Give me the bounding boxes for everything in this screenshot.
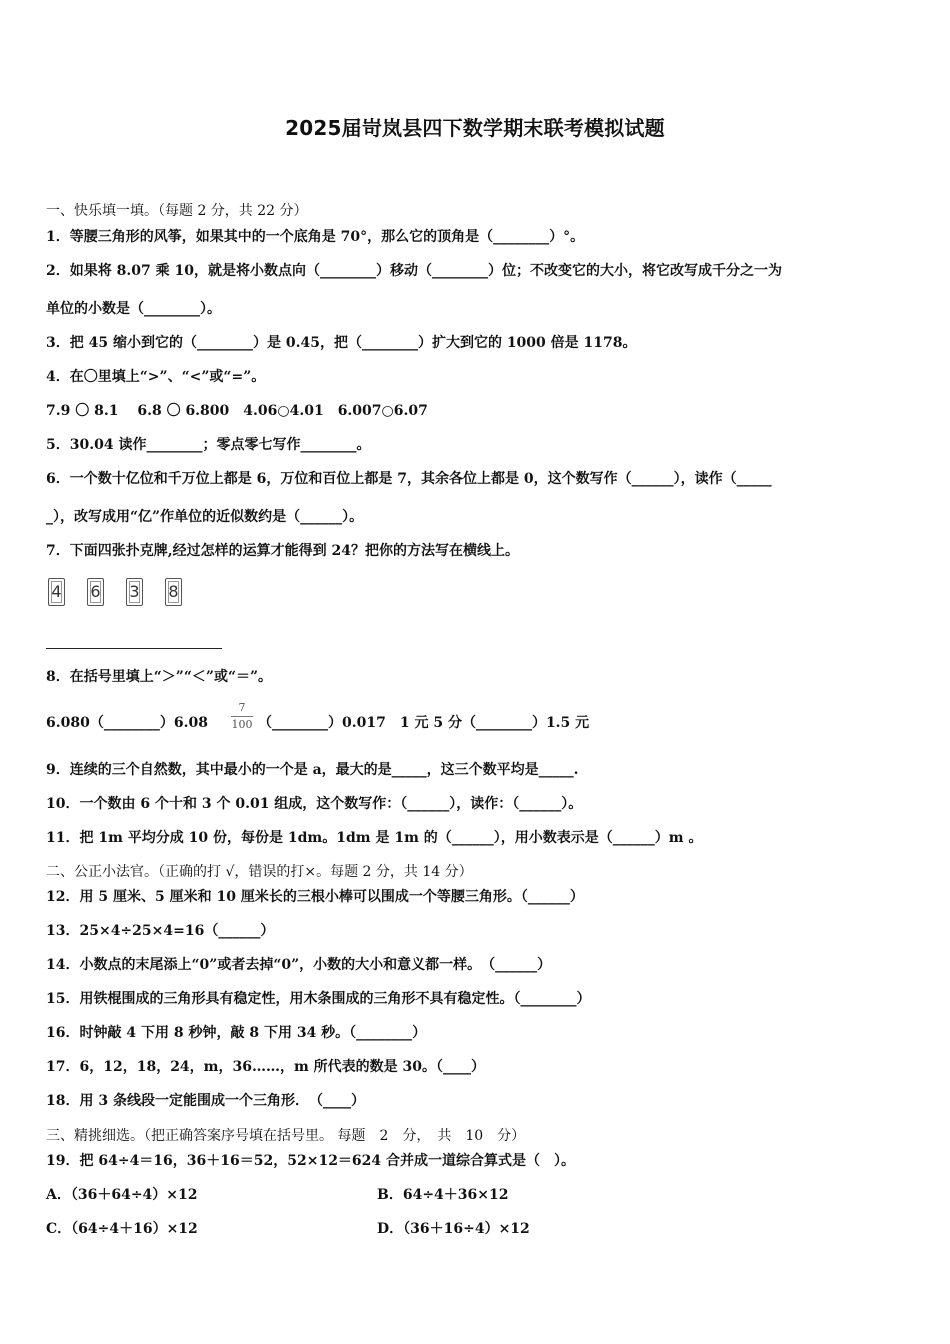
question-17: 17．6，12，18，24，m，36……，m 所代表的数是 30。（____） — [46, 1059, 486, 1075]
question-16: 16．时钟敲 4 下用 8 秒钟，敲 8 下用 34 秒。（________） — [46, 1025, 427, 1041]
question-8-part-a: 6.080（________）6.08 — [46, 715, 208, 731]
question-5: 5．30.04 读作________；零点零七写作________。 — [46, 437, 371, 453]
option-a: A．（36＋64÷4）×12 — [46, 1187, 198, 1203]
question-8: 8．在括号里填上“＞”“＜”或“＝”。 — [46, 669, 273, 685]
question-9: 9．连续的三个自然数，其中最小的一个是 a，最大的是_____，这三个数平均是_____. — [46, 762, 579, 778]
answer-line — [46, 648, 222, 649]
question-10: 10．一个数由 6 个十和 3 个 0.01 组成，这个数写作：（______），读作：（______）。 — [46, 796, 583, 812]
poker-card — [165, 578, 182, 606]
question-12: 12．用 5 厘米、5 厘米和 10 厘米长的三根小棒可以围成一个等腰三角形。（______） — [46, 889, 584, 905]
option-b: B．64÷4＋36×12 — [377, 1187, 509, 1203]
question-11: 11．把 1m 平均分成 10 份，每份是 1dm。1dm 是 1m 的（______），用小数表示是（______）m 。 — [46, 830, 703, 846]
question-2-line-2: 单位的小数是（________）。 — [46, 301, 221, 317]
poker-card — [126, 578, 143, 606]
poker-card-value: 6 — [90, 582, 101, 601]
question-8-part-b: （________）0.017 1 元 5 分（________）1.5 元 — [258, 715, 590, 731]
question-4: 4．在〇里填上“>”、“<”或“=”。 — [46, 369, 266, 385]
question-1: 1．等腰三角形的风筝，如果其中的一个底角是 70°，那么它的顶角是（________）°。 — [46, 229, 585, 245]
question-7: 7．下面四张扑克牌,经过怎样的运算才能得到 24？把你的方法写在横线上。 — [46, 543, 519, 559]
question-19: 19．把 64÷4＝16，36＋16＝52，52×12＝624 合并成一道综合算式是（ ）。 — [46, 1153, 576, 1169]
question-2-line-1: 2．如果将 8.07 乘 10，就是将小数点向（________）移动（________）位；不改变它的大小，将它改写成千分之一为 — [46, 263, 782, 279]
question-15: 15．用铁棍围成的三角形具有稳定性，用木条围成的三角形不具有稳定性。（________） — [46, 991, 591, 1007]
question-6-line-2: _），改写成用“亿”作单位的近似数约是（______）。 — [46, 509, 364, 525]
page-title: 2025届岢岚县四下数学期末联考模拟试题 — [285, 116, 665, 140]
question-6-line-1: 6．一个数十亿位和千万位上都是 6，万位和百位上都是 7，其余各位上都是 0，这个数写作（______），读作（_____ — [46, 471, 772, 487]
question-13: 13．25×4÷25×4=16（______） — [46, 923, 275, 939]
poker-card-value: 4 — [51, 582, 62, 601]
section-2-header: 二、公正小法官。（正确的打 √，错误的打×。每题 2 分，共 14 分） — [46, 864, 473, 880]
question-14: 14．小数点的末尾添上“0”或者去掉“0”，小数的大小和意义都一样。 （______） — [46, 957, 552, 973]
question-3: 3．把 45 缩小到它的（________）是 0.45，把（________）扩大到它的 1000 倍是 1178。 — [46, 335, 637, 351]
question-18: 18．用 3 条线段一定能围成一个三角形． （____） — [46, 1093, 365, 1109]
section-1-header: 一、快乐填一填。（每题 2 分，共 22 分） — [46, 203, 308, 219]
fraction-numerator: 7 — [238, 701, 246, 714]
section-3-header: 三、精挑细选。（把正确答案序号填在括号里。 每题 2 分， 共 10 分） — [46, 1128, 526, 1144]
question-4-items: 7.9 〇 8.1 6.8 〇 6.800 4.06○4.01 6.007○6.07 — [46, 403, 428, 419]
poker-card — [87, 578, 104, 606]
fraction-7-over-100 — [228, 702, 256, 731]
poker-card — [48, 578, 65, 606]
poker-card-value: 8 — [168, 582, 179, 601]
option-d: D．（36＋16÷4）×12 — [377, 1221, 530, 1237]
poker-card-value: 3 — [129, 582, 140, 601]
fraction-denominator: 100 — [231, 718, 253, 731]
option-c: C．（64÷4＋16）×12 — [46, 1221, 198, 1237]
